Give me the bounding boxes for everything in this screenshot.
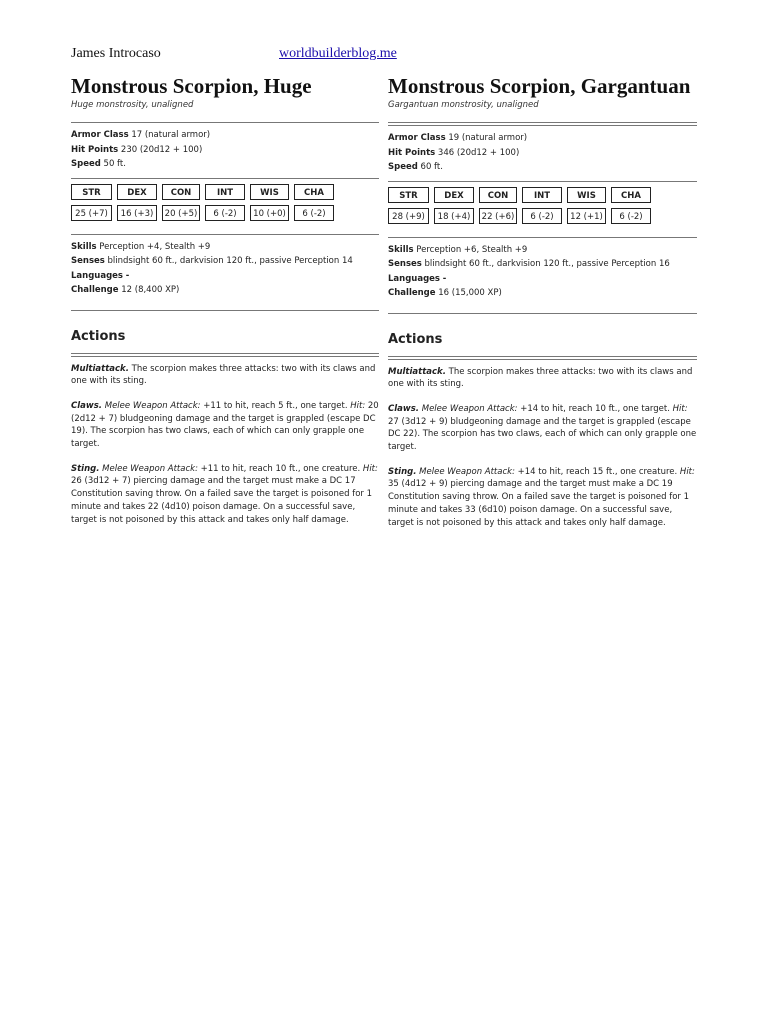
double-divider bbox=[388, 356, 697, 360]
languages-value: - bbox=[125, 270, 130, 281]
challenge-line bbox=[388, 286, 697, 301]
stat-block-huge bbox=[71, 72, 379, 538]
languages-line bbox=[388, 272, 697, 287]
actions-heading: Actions bbox=[71, 328, 126, 344]
ability-value-str: 28 (+9) bbox=[388, 208, 429, 224]
hit-points-label: Hit Points bbox=[71, 144, 119, 155]
ability-table bbox=[71, 179, 379, 234]
ability-header-cha: CHA bbox=[611, 187, 651, 203]
challenge-line bbox=[71, 283, 379, 298]
action-name: Sting. bbox=[388, 466, 417, 477]
action-name: Multiattack. bbox=[388, 366, 446, 377]
ability-header-str: STR bbox=[71, 184, 112, 200]
attack-type: Melee Weapon Attack: bbox=[102, 463, 198, 474]
hit-text: 20 (2d12 + 7) bludgeoning damage and the target is grappled (escape DC 19). The scorpion has two claws, each of which can only grapple one target. bbox=[71, 400, 379, 450]
speed-label: Speed bbox=[71, 159, 101, 169]
ability-header-int: INT bbox=[522, 187, 562, 203]
action-sting bbox=[71, 463, 379, 527]
skills-value: Perception +4, Stealth +9 bbox=[99, 241, 211, 252]
attack-text: +14 to hit, reach 10 ft., one target. bbox=[520, 403, 670, 414]
double-divider bbox=[71, 353, 379, 357]
speed-value: 60 ft. bbox=[420, 162, 443, 172]
languages-value: - bbox=[442, 273, 447, 284]
armor-class-value: 17 (natural armor) bbox=[131, 130, 211, 140]
armor-class-label: Armor Class bbox=[388, 133, 446, 143]
divider bbox=[71, 310, 379, 311]
action-multiattack bbox=[71, 363, 379, 388]
challenge-value: 12 (8,400 XP) bbox=[121, 285, 180, 295]
site-link[interactable]: worldbuilderblog.me bbox=[279, 46, 397, 61]
languages-label: Languages bbox=[388, 273, 440, 284]
hit-points-value: 346 (20d12 + 100) bbox=[437, 147, 520, 158]
attack-text: +14 to hit, reach 15 ft., one creature. bbox=[517, 466, 678, 477]
action-sting bbox=[388, 466, 697, 530]
skills-label: Skills bbox=[71, 241, 97, 252]
senses-value: blindsight 60 ft., darkvision 120 ft., passive Perception 14 bbox=[107, 256, 353, 266]
skills-line bbox=[388, 243, 697, 258]
ability-header-dex: DEX bbox=[117, 184, 157, 200]
attack-type: Melee Weapon Attack: bbox=[419, 466, 515, 477]
ability-value-wis: 10 (+0) bbox=[250, 205, 289, 221]
action-text: The scorpion makes three attacks: two with its claws and one with its sting. bbox=[388, 366, 693, 390]
attack-text: +11 to hit, reach 10 ft., one creature. bbox=[200, 463, 361, 474]
senses-line bbox=[388, 257, 697, 272]
ability-header-wis: WIS bbox=[567, 187, 606, 203]
action-claws bbox=[71, 400, 379, 451]
armor-class-value: 19 (natural armor) bbox=[448, 133, 528, 143]
ability-table bbox=[388, 182, 697, 237]
speed-line bbox=[71, 157, 379, 172]
hit-points-line bbox=[71, 143, 379, 158]
action-name: Claws. bbox=[71, 400, 103, 411]
senses-label: Senses bbox=[388, 259, 422, 269]
hit-text: 35 (4d12 + 9) piercing damage and the target must make a DC 19 Constitution saving throw. On a failed save the target is poisoned for 1 minute and takes 33 (6d10) poison damage. On a successful save, target is not poisoned by this attack and takes only half damage. bbox=[388, 479, 689, 528]
languages-line bbox=[71, 269, 379, 284]
ability-header-row bbox=[71, 184, 379, 200]
speed-value: 50 ft. bbox=[103, 159, 126, 169]
divider bbox=[388, 313, 697, 314]
hit-text: 26 (3d12 + 7) piercing damage and the target must make a DC 17 Constitution saving throw. On a failed save the target is poisoned for 1 minute and takes 22 (4d10) poison damage. On a successful save, target is not poisoned by this attack and takes only half damage. bbox=[71, 476, 372, 525]
senses-label: Senses bbox=[71, 256, 105, 266]
ability-header-con: CON bbox=[479, 187, 517, 203]
ability-header-dex: DEX bbox=[434, 187, 474, 203]
ability-value-dex: 18 (+4) bbox=[434, 208, 474, 224]
action-claws bbox=[388, 403, 697, 454]
ability-header-int: INT bbox=[205, 184, 245, 200]
armor-class-line bbox=[388, 131, 697, 146]
hit-text: 27 (3d12 + 9) bludgeoning damage and the target is grappled (escape DC 22). The scorpion has two claws, each of which can only grapple one target. bbox=[388, 416, 697, 453]
ability-header-con: CON bbox=[162, 184, 200, 200]
defense-section bbox=[71, 123, 379, 178]
ability-value-con: 20 (+5) bbox=[162, 205, 200, 221]
action-name: Claws. bbox=[388, 403, 420, 414]
senses-value: blindsight 60 ft., darkvision 120 ft., passive Perception 16 bbox=[424, 259, 670, 269]
monster-type: Huge monstrosity, unaligned bbox=[71, 100, 194, 110]
ability-value-dex: 16 (+3) bbox=[117, 205, 157, 221]
page-header bbox=[71, 46, 711, 66]
hit-label: Hit: bbox=[672, 403, 688, 414]
skills-label: Skills bbox=[388, 244, 414, 255]
ability-header-row bbox=[388, 187, 697, 203]
hit-points-value: 230 (20d12 + 100) bbox=[120, 144, 203, 155]
skills-line bbox=[71, 240, 379, 255]
action-name: Sting. bbox=[71, 463, 100, 474]
hit-points-label: Hit Points bbox=[388, 147, 436, 158]
speed-label: Speed bbox=[388, 162, 418, 172]
challenge-value: 16 (15,000 XP) bbox=[438, 288, 502, 298]
speed-line bbox=[388, 160, 697, 175]
ability-value-str: 25 (+7) bbox=[71, 205, 112, 221]
ability-header-wis: WIS bbox=[250, 184, 289, 200]
challenge-label: Challenge bbox=[71, 285, 119, 295]
languages-label: Languages bbox=[71, 270, 123, 281]
senses-line bbox=[71, 254, 379, 269]
hit-label: Hit: bbox=[362, 463, 378, 474]
hit-points-line bbox=[388, 146, 697, 161]
stat-block-gargantuan bbox=[388, 72, 697, 541]
monster-name: Monstrous Scorpion, Huge bbox=[71, 74, 312, 98]
author-name: James Introcaso bbox=[71, 46, 161, 61]
action-name: Multiattack. bbox=[71, 363, 129, 374]
traits-section bbox=[71, 235, 379, 304]
action-multiattack bbox=[388, 366, 697, 391]
action-text: The scorpion makes three attacks: two with its claws and one with its sting. bbox=[71, 363, 376, 387]
monster-type: Gargantuan monstrosity, unaligned bbox=[388, 100, 539, 110]
attack-text: +11 to hit, reach 5 ft., one target. bbox=[203, 400, 348, 411]
attack-type: Melee Weapon Attack: bbox=[104, 400, 201, 411]
ability-value-row bbox=[388, 208, 697, 224]
attack-type: Melee Weapon Attack: bbox=[421, 403, 518, 414]
ability-value-row bbox=[71, 205, 379, 221]
ability-header-str: STR bbox=[388, 187, 429, 203]
ability-header-cha: CHA bbox=[294, 184, 334, 200]
ability-value-wis: 12 (+1) bbox=[567, 208, 606, 224]
ability-value-int: 6 (-2) bbox=[522, 208, 562, 224]
ability-value-int: 6 (-2) bbox=[205, 205, 245, 221]
ability-value-con: 22 (+6) bbox=[479, 208, 517, 224]
armor-class-label: Armor Class bbox=[71, 130, 129, 140]
monster-name: Monstrous Scorpion, Gargantuan bbox=[388, 74, 691, 98]
defense-section bbox=[388, 126, 697, 181]
skills-value: Perception +6, Stealth +9 bbox=[416, 244, 528, 255]
actions-heading: Actions bbox=[388, 331, 443, 347]
traits-section bbox=[388, 238, 697, 307]
challenge-label: Challenge bbox=[388, 288, 436, 298]
hit-label: Hit: bbox=[350, 400, 366, 411]
ability-value-cha: 6 (-2) bbox=[294, 205, 334, 221]
armor-class-line bbox=[71, 128, 379, 143]
hit-label: Hit: bbox=[679, 466, 695, 477]
ability-value-cha: 6 (-2) bbox=[611, 208, 651, 224]
